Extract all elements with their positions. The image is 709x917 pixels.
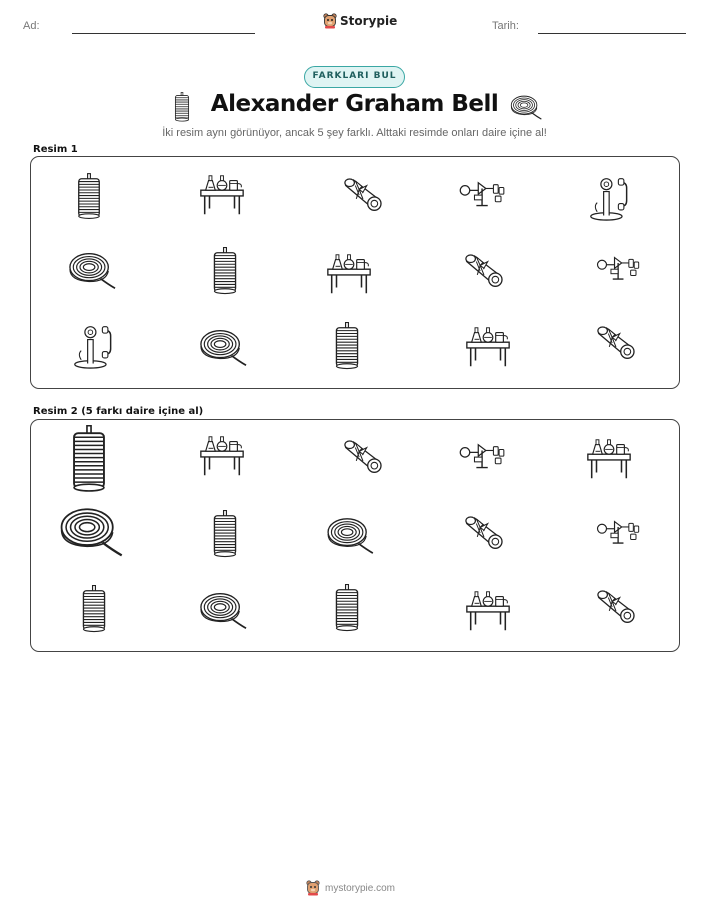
coil-stack-icon xyxy=(75,173,103,220)
wire-coil-icon[interactable] xyxy=(326,515,374,555)
title-wire-coil-icon xyxy=(510,93,542,121)
scroll-icon xyxy=(459,254,507,292)
footer xyxy=(306,880,395,896)
coil-stack-icon[interactable] xyxy=(210,510,240,558)
lab-table-icon[interactable] xyxy=(197,435,247,477)
scroll-icon xyxy=(591,326,639,364)
scroll-icon xyxy=(338,178,386,216)
scroll-icon[interactable] xyxy=(459,516,507,554)
lab-table-icon xyxy=(324,252,374,296)
page-title: Alexander Graham Bell xyxy=(210,91,499,117)
lab-table-icon[interactable] xyxy=(584,437,634,481)
scroll-icon[interactable] xyxy=(338,440,386,478)
picture-2-label: Resim 2 (5 farkı daire içine al) xyxy=(33,406,204,417)
phone-apparatus-icon[interactable] xyxy=(596,518,642,552)
brand-name: Storypie xyxy=(340,14,398,28)
name-line[interactable] xyxy=(72,33,255,34)
coil-stack-icon[interactable] xyxy=(79,585,109,633)
activity-badge: FARKLARI BUL xyxy=(304,66,405,88)
name-label: Ad: xyxy=(23,20,40,32)
scroll-icon[interactable] xyxy=(591,590,639,628)
phone-apparatus-icon xyxy=(459,179,507,215)
coil-stack-icon xyxy=(210,247,240,295)
storypie-mascot-icon xyxy=(306,880,320,896)
coil-stack-icon[interactable] xyxy=(332,584,362,632)
date-label: Tarih: xyxy=(492,20,519,32)
coil-stack-icon xyxy=(332,322,362,370)
lab-table-icon[interactable] xyxy=(463,589,513,633)
lab-table-icon xyxy=(463,325,513,369)
footer-url[interactable]: mystorypie.com xyxy=(325,882,396,894)
lab-table-icon xyxy=(197,174,247,216)
brand-logo xyxy=(323,13,397,29)
wire-coil-icon xyxy=(199,326,247,368)
wire-coil-icon xyxy=(68,249,116,291)
candlestick-telephone-icon xyxy=(72,323,118,369)
picture-1-label: Resim 1 xyxy=(33,144,78,155)
phone-apparatus-icon[interactable] xyxy=(459,441,507,477)
storypie-mascot-icon xyxy=(323,13,337,29)
phone-apparatus-icon xyxy=(596,254,642,288)
wire-coil-icon[interactable] xyxy=(199,589,247,631)
date-line[interactable] xyxy=(538,33,686,34)
candlestick-telephone-icon xyxy=(588,175,634,221)
wire-coil-icon[interactable] xyxy=(59,503,123,559)
instructions: İki resim aynı görünüyor, ancak 5 şey farklı. Alttaki resimde onları daire içine al! xyxy=(162,127,547,139)
coil-stack-icon[interactable] xyxy=(66,425,112,493)
